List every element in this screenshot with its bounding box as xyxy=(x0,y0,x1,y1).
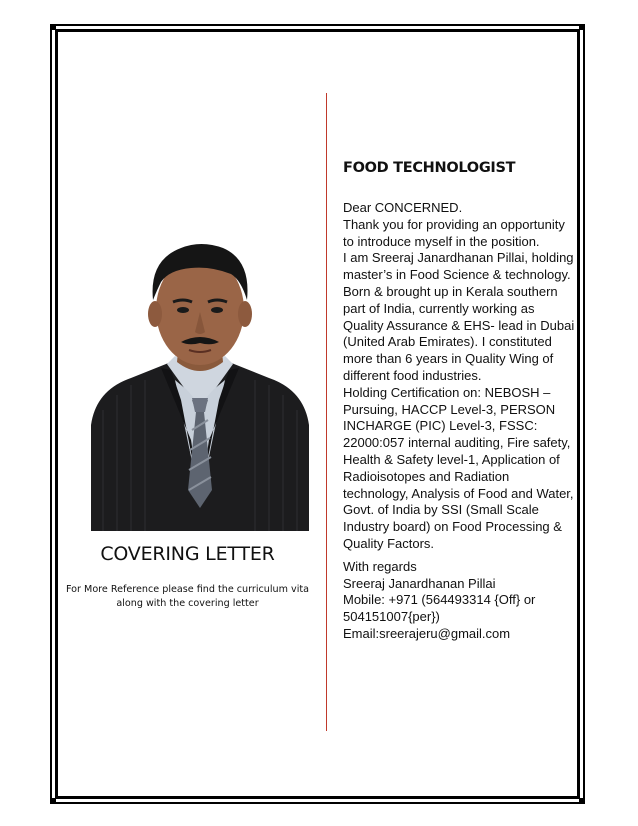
portrait-photo xyxy=(91,240,309,531)
regards-line: With regards xyxy=(343,558,417,574)
letter-column xyxy=(343,160,575,643)
corner-mark-br xyxy=(579,798,585,804)
column-divider xyxy=(326,93,327,731)
signature-name: Sreeraj Janardhanan Pillai xyxy=(343,575,496,591)
corner-mark-tl xyxy=(50,24,56,30)
certifications-paragraph: Holding Certification on: NEBOSH – Pursuing, HACCP Level-3, PERSON INCHARGE (PIC) Level-3, FSSC: 22000:057 internal auditing, Fire safety, Health & Safety level-1, Application of Radioisotopes and Radiation technology, Analysis of Food and Water, Govt. of India by SSI (Small Scale Industry board) on Food Processing & Quality Factors. xyxy=(343,384,574,551)
salutation: Dear CONCERNED. xyxy=(343,200,463,215)
background-paragraph: I am Sreeraj Janardhanan Pillai, holding master’s in Food Science & technology. Born & brought up in Kerala southern part of India, currently working as Quality Assurance & EHS- lead in Dubai (United Arab Emirates). I constituted more than 6 years in Quality Wing of different food industries. xyxy=(343,250,575,383)
letter-body xyxy=(343,200,575,553)
corner-mark-tr xyxy=(579,24,585,30)
mobile-line: Mobile: +971 (564493314 {Off} or 504151007{per}) xyxy=(343,592,536,625)
intro-paragraph: Thank you for providing an opportunity to introduce myself in the position. xyxy=(343,216,565,249)
closing-block xyxy=(343,559,575,643)
job-title: FOOD TECHNOLOGIST xyxy=(343,160,516,176)
reference-note: For More Reference please find the curriculum vita along with the covering letter xyxy=(66,584,309,609)
corner-mark-bl xyxy=(50,798,56,804)
covering-letter-heading: COVERING LETTER xyxy=(100,543,275,565)
email-line[interactable]: Email:sreerajeru@gmail.com xyxy=(343,625,511,641)
